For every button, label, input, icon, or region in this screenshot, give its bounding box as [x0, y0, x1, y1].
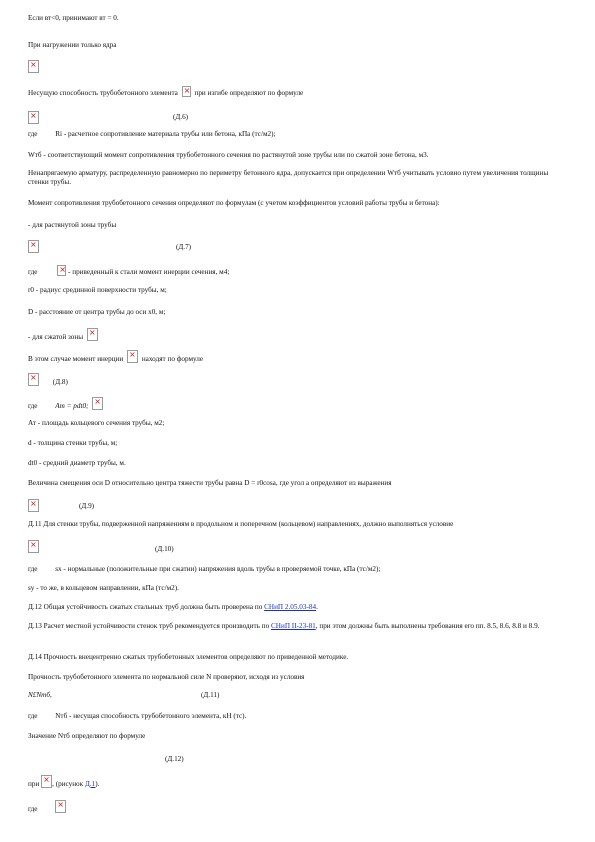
- snip-link[interactable]: СНиП 2.05.03-84: [264, 603, 317, 611]
- text-span: - приведенный к стали момент инерции сечения, м4;: [68, 268, 230, 276]
- text-span: sх - нормальные (положительные при сжатии) напряжения вдоль трубы в проверяемой точке, кПа (тс/м2);: [55, 565, 381, 573]
- equation-number: (Д.7): [176, 243, 192, 251]
- formula-image: [28, 499, 39, 513]
- text-line: dt0 - средний диаметр трубы, м.: [28, 459, 126, 467]
- text-line: sy - то же, в кольцевом направлении, кПа (тс/м2).: [28, 584, 179, 592]
- text-line: Д.14 Прочность внецентренно сжатых трубобетонных элементов определяют по приведенной методике.: [28, 653, 349, 661]
- text-span: В этом случае момент инерции: [28, 355, 124, 363]
- text-line: [28, 350, 203, 364]
- broken-image-icon: [28, 499, 39, 512]
- equation-number: (Д.9): [79, 502, 95, 510]
- text-line: [28, 373, 68, 387]
- text-line: D - расстояние от центра трубы до оси х0, м;: [28, 308, 166, 316]
- broken-image-icon: [28, 111, 39, 124]
- broken-image-icon: [55, 800, 66, 813]
- formula-image: [28, 60, 39, 74]
- text-line: [28, 397, 103, 411]
- text-span: Д.13 Расчет местной устойчивости стенок труб рекомендуется производить по: [28, 622, 270, 630]
- text-span: при: [28, 780, 40, 788]
- formula-image: [28, 240, 39, 254]
- equation-number: (Д.8): [52, 378, 68, 386]
- text-span: Несущую способность трубобетонного элемента: [28, 89, 178, 97]
- text-span: где: [28, 712, 38, 720]
- text-line: [28, 800, 66, 814]
- text-span: где: [28, 805, 38, 813]
- snip-link[interactable]: СНиП II-23-81: [270, 622, 316, 630]
- text-line: d - толщина стенки трубы, м;: [28, 439, 118, 447]
- text-line: Д.11 Для стенки трубы, подверженной напряжениям в продольном и поперечном (кольцевом) направлениях, должно выполняться условие: [28, 520, 454, 528]
- text-span: Д.12 Общая устойчивость сжатых стальных труб должна быть проверена по: [28, 603, 263, 611]
- text-line: r0 - радиус срединной поверхности трубы, м;: [28, 286, 167, 294]
- text-span: , (рисунок: [52, 780, 84, 788]
- broken-image-icon: [28, 373, 39, 386]
- text-line: При нагружении только ядра: [28, 41, 117, 49]
- text-line: Значение Nтб определяют по формуле: [28, 732, 146, 740]
- broken-image-icon: [87, 328, 98, 341]
- text-span: ).: [95, 780, 100, 788]
- text-line: [28, 265, 229, 277]
- text-span: где: [28, 402, 38, 410]
- text-line: [28, 565, 380, 574]
- text-paragraph: [28, 622, 568, 631]
- text-line: Если вт<0, принимают вт = 0.: [28, 14, 119, 22]
- text-span: - для сжатой зоны: [28, 333, 84, 341]
- text-line: Д.12 Общая устойчивость сжатых стальных труб должна быть проверена по СНиП 2.05.03-84.: [28, 603, 318, 611]
- text-span: Rі - расчетное сопротивление материала трубы или бетона, кПа (тс/м2);: [55, 130, 276, 138]
- broken-image-icon: [28, 540, 39, 553]
- broken-image-icon: [182, 86, 191, 97]
- text-span: N£Nтб,: [28, 691, 52, 699]
- equation-number: (Д.12): [165, 755, 184, 763]
- text-span: , при этом должны быть выполнены требования его пп. 8.5, 8.6, 8.8 и 8.9.: [315, 622, 540, 630]
- equation-number: (Д.10): [155, 545, 174, 553]
- formula-image: [28, 540, 39, 554]
- text-line: Wтб - соответствующий момент сопротивления трубобетонного сечения по растянутой зоне трубы или по сжатой зоне бетона, м3.: [28, 151, 429, 159]
- broken-image-icon: [92, 397, 103, 410]
- broken-image-icon: [127, 350, 138, 363]
- text-span: Ат = pdt0;: [55, 402, 89, 410]
- text-span: где: [28, 268, 38, 276]
- broken-image-icon: [28, 60, 39, 73]
- broken-image-icon: [57, 265, 66, 276]
- text-line: [28, 130, 276, 139]
- equation-number: (Д.11): [201, 691, 220, 699]
- figure-link[interactable]: Д.1: [84, 780, 96, 788]
- broken-image-icon: [28, 240, 39, 253]
- text-line: [28, 712, 246, 721]
- text-line: [28, 775, 99, 789]
- text-line: [28, 86, 303, 98]
- text-paragraph: Ненапрягаемую арматуру, распределенную равномерно по периметру бетонного ядра, допускается при определении Wтб учитывать условно путем увеличения толщины стенки трубы.: [28, 169, 549, 186]
- text-line: [28, 328, 98, 342]
- text-span: где: [28, 130, 38, 138]
- text-line: Момент сопротивления трубобетонного сечения определяют по формулам (с учетом коэффициентов условий работы трубы и бетона):: [28, 199, 440, 207]
- text-line: - для растянутой зоны трубы: [28, 221, 117, 229]
- broken-image-icon: [41, 775, 52, 788]
- text-line: [28, 691, 52, 700]
- text-span: при изгибе определяют по формуле: [194, 89, 304, 97]
- text-span: Nтб - несущая способность трубобетонного элемента, кН (тс).: [55, 712, 247, 720]
- text-line: Прочность трубобетонного элемента по нормальной силе N проверяют, исходя из условия: [28, 673, 305, 681]
- text-line: Величина смещения оси D относительно центра тяжести трубы равна D = r0cosa, где угол a определяют из выражения: [28, 479, 392, 487]
- equation-number: (Д.6): [173, 113, 189, 121]
- formula-image: [28, 111, 39, 125]
- text-span: где: [28, 565, 38, 573]
- text-span: находят по формуле: [141, 355, 204, 363]
- text-line: Ат - площадь кольцевого сечения трубы, м2;: [28, 419, 165, 427]
